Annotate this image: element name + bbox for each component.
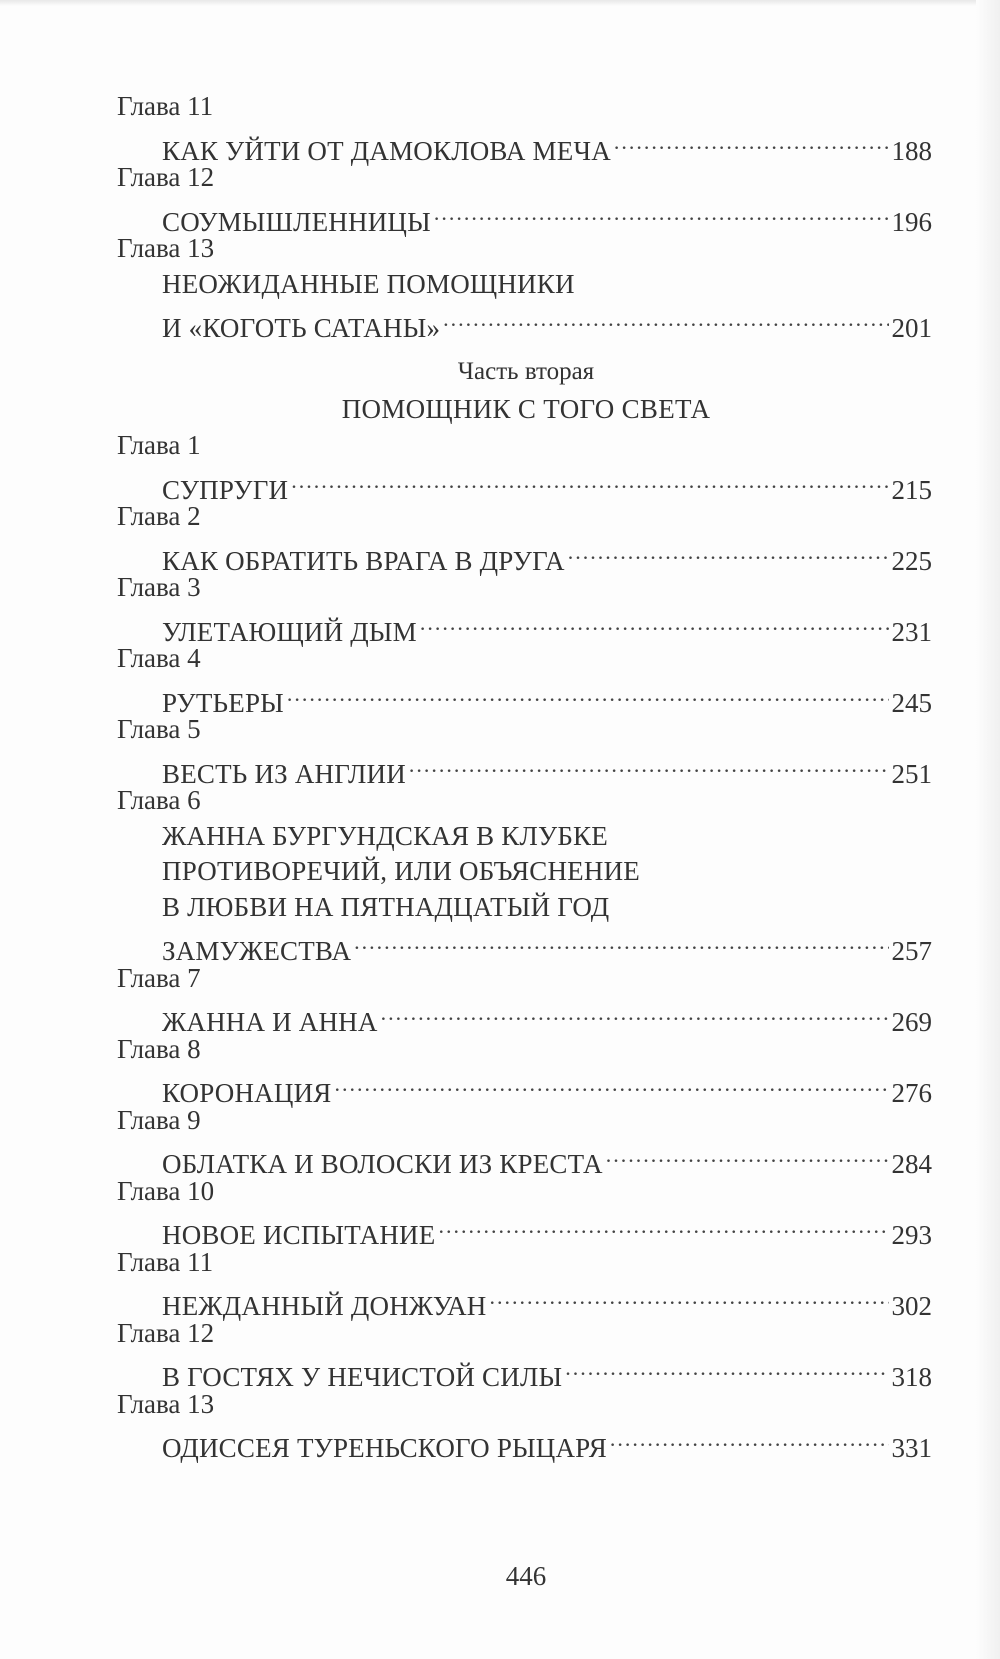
dot-leader: [287, 676, 889, 712]
chapter-title: ЖАННА И АННА: [162, 1007, 378, 1037]
page-ref: 318: [891, 1362, 932, 1392]
chapter-label: Глава 10: [117, 1175, 215, 1206]
page-number: 446: [505, 1561, 547, 1591]
chapter-title: НОВОЕ ИСПЫТАНИЕ: [162, 1220, 436, 1250]
page-ref: 231: [891, 616, 932, 647]
chapter-title: ОДИССЕЯ ТУРЕНЬСКОГО РЫЦАРЯ: [162, 1433, 607, 1463]
chapter-label: Глава 9: [117, 1104, 201, 1135]
chapter-title: СУПРУГИ: [162, 474, 289, 505]
toc-entry[interactable]: [162, 124, 932, 166]
dot-leader: [291, 463, 888, 499]
chapter-label: Глава 13: [117, 1388, 215, 1419]
chapter-label: Глава 12: [117, 1317, 215, 1348]
chapter-title: РУТЬЕРЫ: [162, 687, 284, 718]
dot-leader: [409, 747, 889, 783]
chapter-label: Глава 11: [117, 1246, 214, 1277]
chapter-title: НЕЖДАННЫЙ ДОНЖУАН: [162, 1291, 487, 1321]
dot-leader: [354, 924, 888, 960]
toc-entry[interactable]: [162, 995, 932, 1037]
chapter-label: Глава 2: [117, 501, 201, 531]
chapter-title: КАК УЙТИ ОТ ДАМОКЛОВА МЕЧА: [162, 135, 611, 166]
dot-leader: [334, 1066, 888, 1102]
chapter-label: Глава 8: [117, 1033, 201, 1064]
toc-entry[interactable]: [162, 1208, 932, 1250]
toc-entry[interactable]: [162, 1137, 932, 1179]
dot-leader: [420, 605, 889, 641]
chapter-title-line: В ЛЮБВИ НА ПЯТНАДЦАТЫЙ ГОД: [162, 891, 610, 922]
chapter-title-line: НЕОЖИДАННЫЕ ПОМОЩНИКИ: [162, 268, 575, 299]
chapter-label: Глава 6: [117, 785, 201, 815]
dot-leader: [443, 301, 888, 337]
toc-entry[interactable]: [162, 676, 932, 718]
page-ref: 225: [891, 545, 932, 576]
chapter-title: ЗАМУЖЕСТВА: [162, 936, 352, 966]
page-ref: 201: [891, 313, 932, 343]
chapter-title: И «КОГОТЬ САТАНЫ»: [162, 313, 441, 343]
page-ref: 188: [891, 135, 932, 166]
chapter-title: ОБЛАТКА И ВОЛОСКИ ИЗ КРЕСТА: [162, 1149, 603, 1179]
page-ref: 302: [891, 1291, 932, 1321]
dot-leader: [438, 1208, 888, 1244]
chapter-label: Глава 11: [117, 91, 214, 121]
page-ref: 331: [891, 1433, 932, 1463]
toc-entry[interactable]: [162, 605, 932, 647]
page-ref: 284: [891, 1149, 932, 1179]
chapter-label: Глава 12: [117, 162, 215, 192]
toc-entry[interactable]: [162, 534, 932, 576]
page-ref: 269: [891, 1007, 932, 1037]
dot-leader: [565, 1350, 888, 1386]
toc-entry[interactable]: [162, 1350, 932, 1392]
page-ref: 276: [891, 1078, 932, 1108]
part-label: Часть вторая: [457, 357, 595, 385]
chapter-label: Глава 7: [117, 962, 201, 993]
dot-leader: [610, 1421, 889, 1457]
chapter-label: Глава 4: [117, 643, 201, 673]
toc-entry[interactable]: [162, 1421, 932, 1463]
chapter-title: СОУМЫШЛЕННИЦЫ: [162, 206, 431, 237]
page-ref: 245: [891, 687, 932, 718]
chapter-title: КАК ОБРАТИТЬ ВРАГА В ДРУГА: [162, 545, 565, 576]
toc-entry[interactable]: [162, 463, 932, 505]
page-ref: 293: [891, 1220, 932, 1250]
toc-entry[interactable]: [162, 924, 932, 966]
chapter-label: Глава 3: [117, 572, 201, 602]
chapter-title-line: ЖАННА БУРГУНДСКАЯ В КЛУБКЕ: [162, 820, 608, 851]
chapter-title: УЛЕТАЮЩИЙ ДЫМ: [162, 616, 417, 647]
page-ref: 215: [891, 474, 932, 505]
toc-entry[interactable]: [162, 1066, 932, 1108]
page-ref: 196: [891, 206, 932, 237]
dot-leader: [434, 195, 889, 231]
toc-entry[interactable]: [162, 1279, 932, 1321]
dot-leader: [568, 534, 889, 570]
chapter-label: Глава 1: [117, 430, 201, 460]
toc-entry[interactable]: [162, 747, 932, 789]
chapter-title-line: ПРОТИВОРЕЧИЙ, ИЛИ ОБЪЯСНЕНИЕ: [162, 856, 640, 886]
chapter-title: ВЕСТЬ ИЗ АНГЛИИ: [162, 758, 406, 789]
dot-leader: [381, 995, 889, 1031]
dot-leader: [614, 124, 889, 160]
dot-leader: [489, 1279, 888, 1315]
page-ref: 251: [891, 758, 932, 789]
chapter-label: Глава 5: [117, 714, 201, 744]
chapter-label: Глава 13: [117, 233, 215, 263]
chapter-title: В ГОСТЯХ У НЕЧИСТОЙ СИЛЫ: [162, 1362, 563, 1392]
page-ref: 257: [891, 936, 932, 966]
chapter-title: КОРОНАЦИЯ: [162, 1078, 332, 1108]
part-title: ПОМОЩНИК С ТОГО СВЕТА: [341, 393, 711, 424]
toc-entry[interactable]: [162, 301, 932, 343]
toc-entry[interactable]: [162, 195, 932, 237]
dot-leader: [606, 1137, 889, 1173]
